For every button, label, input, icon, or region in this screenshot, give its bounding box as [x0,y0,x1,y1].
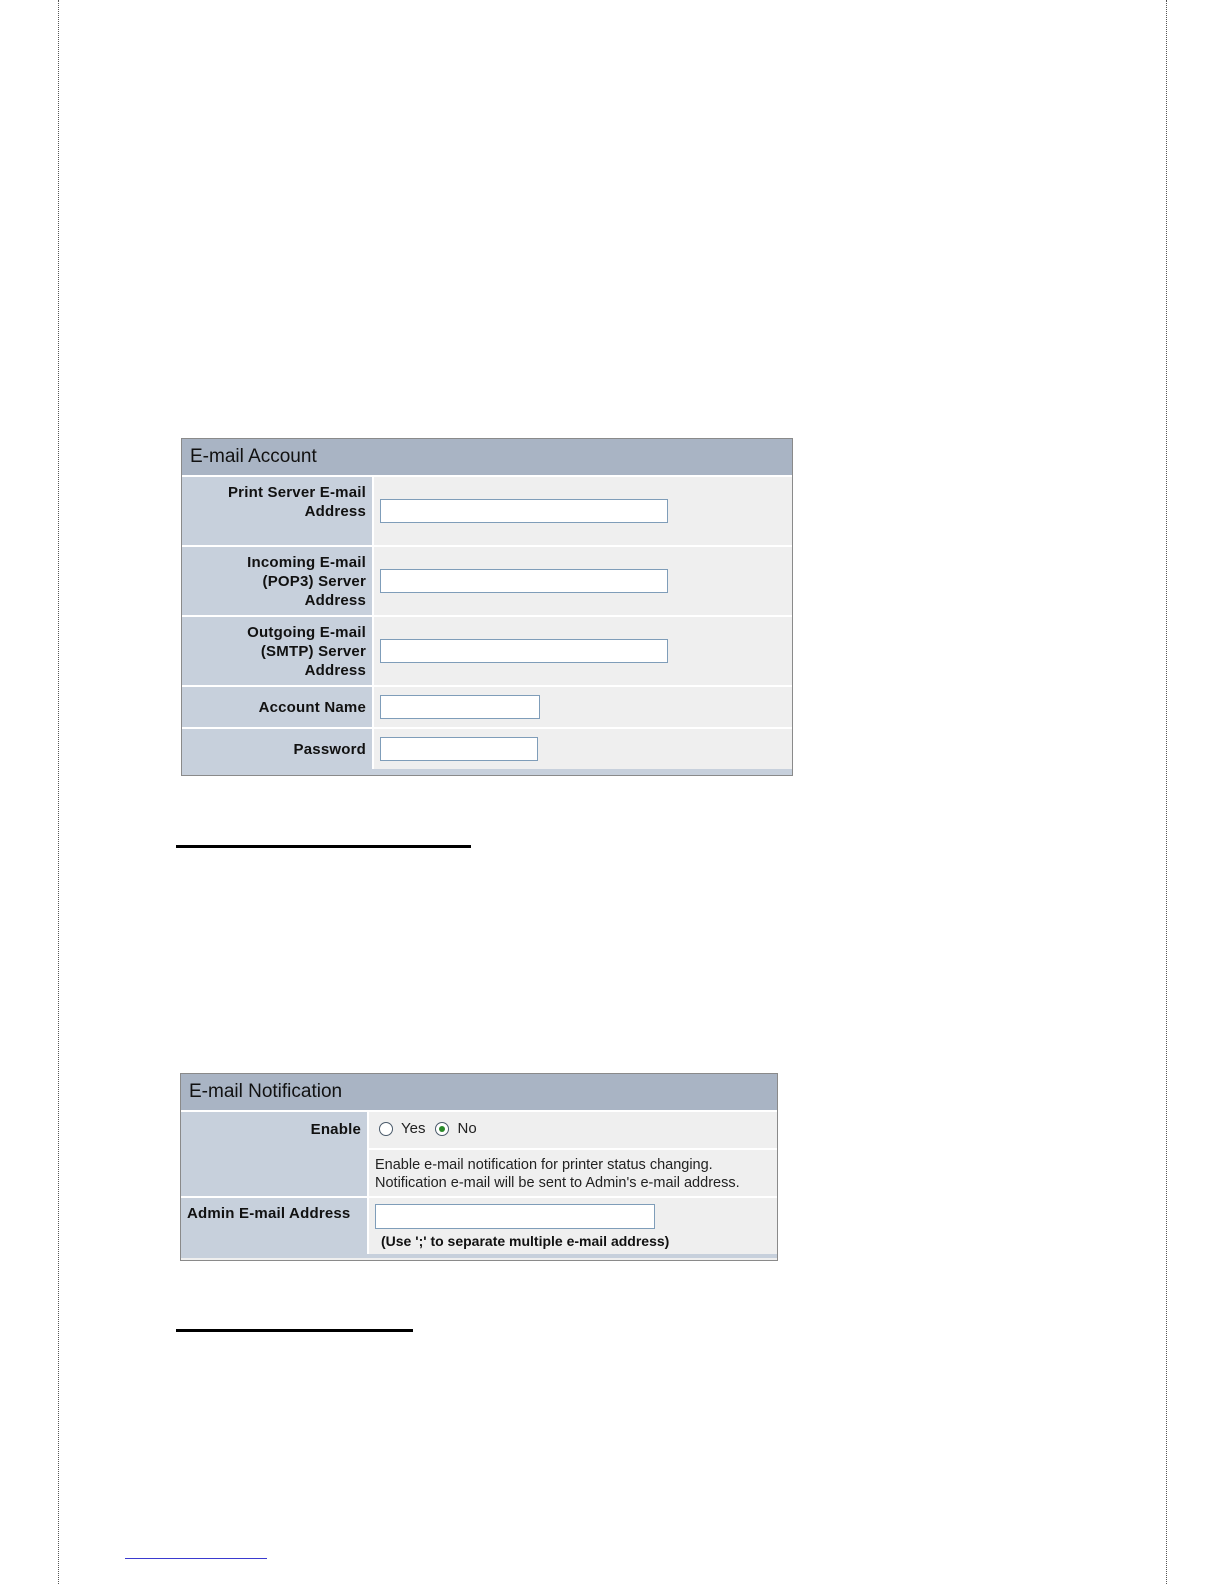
admin-email-input[interactable] [375,1204,655,1229]
enable-no-label[interactable]: No [457,1120,477,1137]
enable-help-text [375,1156,740,1192]
password-label [182,729,372,769]
email-account-title: E-mail Account [182,439,792,475]
print-server-email-label [182,477,372,545]
enable-row [181,1110,777,1196]
label-line: Address [304,592,366,609]
print-server-email-cell [372,477,792,545]
account-name-row [182,685,792,727]
label-line: Account Name [258,699,366,716]
account-name-cell [372,687,792,727]
notification-panel-footer [181,1254,777,1258]
admin-email-hint: (Use ';' to separate multiple e-mail address) [381,1233,670,1249]
pop3-server-label [182,547,372,615]
account-name-input[interactable] [380,695,540,719]
password-row [182,727,792,769]
enable-divider [369,1148,777,1150]
smtp-server-row [182,615,792,685]
print-server-email-row [182,475,792,545]
label-line: Password [293,741,366,758]
label-line: Address [304,503,366,520]
label-line: (SMTP) Server [260,643,366,660]
account-name-label [182,687,372,727]
account-panel-footer [182,769,792,775]
help-line: Enable e-mail notification for printer status changing. [375,1157,713,1173]
footnote-rule [125,1558,267,1559]
enable-yes-radio[interactable] [379,1122,393,1136]
section-rule [176,845,471,848]
print-server-email-input[interactable] [380,499,668,523]
enable-label: Enable [181,1112,367,1196]
section-rule [176,1329,413,1332]
pop3-server-cell [372,547,792,615]
label-line: Outgoing E-mail [247,624,366,641]
label-line: (POP3) Server [262,573,366,590]
admin-email-cell [367,1198,777,1254]
password-cell [372,729,792,769]
enable-radio-group [379,1120,487,1137]
page-border-right [1166,0,1167,1584]
enable-no-radio[interactable] [435,1122,449,1136]
email-account-panel [181,438,793,776]
enable-yes-label[interactable]: Yes [401,1120,426,1137]
smtp-server-cell [372,617,792,685]
password-input[interactable] [380,737,538,761]
label-line: Print Server E-mail [227,484,366,501]
page-border-left [58,0,59,1584]
help-line: Notification e-mail will be sent to Admin's e-mail address. [375,1175,740,1191]
admin-email-label: Admin E-mail Address [181,1198,367,1254]
admin-email-row [181,1196,777,1254]
enable-cell [367,1112,777,1196]
email-notification-title: E-mail Notification [181,1074,777,1110]
pop3-server-input[interactable] [380,569,668,593]
smtp-server-label [182,617,372,685]
smtp-server-input[interactable] [380,639,668,663]
label-line: Address [304,662,366,679]
label-line: Incoming E-mail [247,554,366,571]
email-notification-panel [180,1073,778,1261]
pop3-server-row [182,545,792,615]
